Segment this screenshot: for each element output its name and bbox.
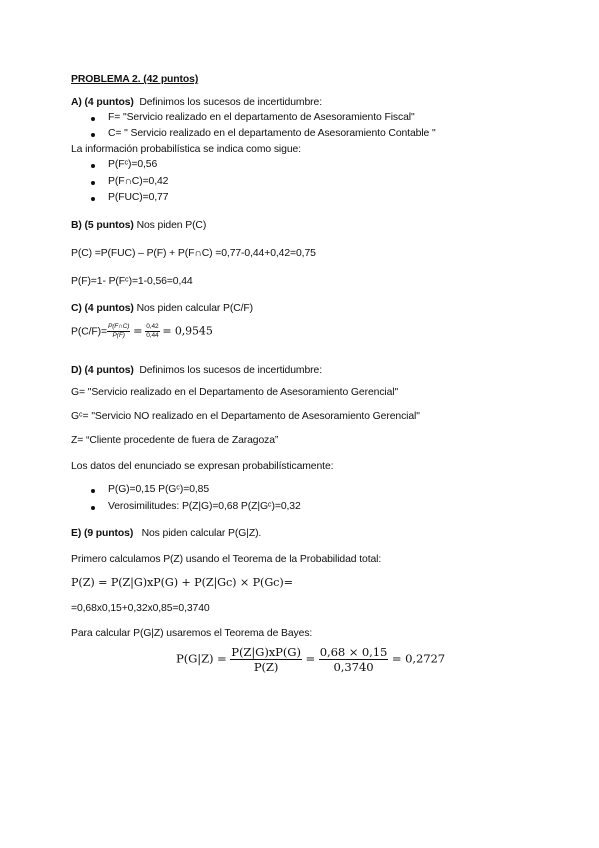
- section-a-label: A) (4 puntos): [71, 97, 134, 108]
- section-a-heading: [71, 96, 322, 109]
- bayes-fraction-numeric: [319, 645, 389, 674]
- likelihoods: Verosimilitudes: P(Z|G)=0,68 P(Z|Gᶜ)=0,32: [108, 501, 301, 512]
- fraction-num-numeric: 0,42: [146, 323, 159, 330]
- section-d-intro: Definimos los sucesos de incertidumbre:: [139, 365, 322, 376]
- total-prob-result: =0,68x0,15+0,32x0,85=0,3740: [71, 603, 210, 614]
- bayes-intro: Para calcular P(G|Z) usaremos el Teorema de Bayes:: [71, 628, 313, 639]
- bullet-icon: [91, 181, 95, 185]
- section-e-text: Nos piden calcular P(G|Z).: [141, 528, 262, 539]
- bullet-icon: [91, 489, 95, 493]
- fraction-den-symbolic: P(F): [112, 332, 125, 339]
- section-c-text: Nos piden calcular P(C/F): [136, 303, 254, 314]
- bayes-num-numeric: 0,68 × 0,15: [319, 645, 388, 659]
- event-c: C= " Servicio realizado en el departamento de Asesoramiento Contable ": [108, 128, 436, 139]
- prob-f-union-c: P(FUC)=0,77: [108, 192, 169, 203]
- bullet-icon: [91, 506, 95, 510]
- section-c-label: C) (4 puntos): [71, 303, 134, 314]
- section-c-heading: [71, 302, 253, 315]
- fraction-symbolic: [107, 323, 130, 340]
- event-gc: Gᶜ= "Servicio NO realizado en el Departamento de Asesoramiento Gerencial": [71, 411, 420, 422]
- section-d-heading: [71, 364, 322, 377]
- total-prob-intro: Primero calculamos P(Z) usando el Teorema de la Probabilidad total:: [71, 554, 382, 565]
- section-a-intro: Definimos los sucesos de incertidumbre:: [139, 97, 322, 108]
- bullet-icon: [91, 133, 95, 137]
- fraction-den-numeric: 0,44: [146, 332, 159, 339]
- bullet-icon: [91, 164, 95, 168]
- fraction-num-symbolic: P(F∩C): [107, 323, 130, 330]
- info-intro: La información probabilística se indica como sigue:: [71, 144, 301, 155]
- bayes-formula: P(G|Z) = $\frac{P(Z|G)xP(G)}{P(Z)}$ = $\frac{0,68 \times 0,15}{0,3740}$ = 0,2727: [176, 645, 446, 674]
- cond-prob-result: = 0,9545: [162, 324, 213, 338]
- event-f: F= "Servicio realizado en el departamento de Asesoramiento Fiscal": [108, 112, 415, 123]
- section-b-line1: P(C) =P(FUC) – P(F) + P(F∩C) =0,77-0,44+0,42=0,75: [71, 248, 316, 259]
- bayes-fraction-symbolic: [230, 645, 302, 674]
- event-g: G= "Servicio realizado en el Departamento de Asesoramiento Gerencial": [71, 387, 399, 398]
- prob-g: P(G)=0,15 P(Gᶜ)=0,85: [108, 484, 210, 495]
- bayes-lhs: P(G|Z) =: [176, 651, 227, 666]
- section-c-formula: P(C/F)= $\frac{P(F\cap C)}{P(F)}$ = $\frac{0,42}{0,44}$ = 0,9545: [71, 323, 213, 339]
- prob-f-int-c: P(F∩C)=0,42: [108, 176, 169, 187]
- bullet-icon: [91, 117, 95, 121]
- problem-title: PROBLEMA 2. (42 puntos): [71, 74, 199, 85]
- section-e-label: E) (9 puntos): [71, 528, 134, 539]
- prob-fc: P(Fᶜ)=0,56: [108, 159, 158, 170]
- bayes-num-symbolic: P(Z|G)xP(G): [231, 645, 301, 659]
- section-b-label: B) (5 puntos): [71, 220, 134, 231]
- section-b-heading: [71, 219, 206, 232]
- bayes-result: = 0,2727: [391, 651, 446, 666]
- bayes-den-numeric: 0,3740: [333, 660, 374, 674]
- bullet-icon: [91, 197, 95, 201]
- total-prob-formula: P(Z) = P(Z|G)xP(G) + P(Z|Gc) × P(Gc)=: [71, 576, 293, 589]
- section-d-label: D) (4 puntos): [71, 365, 134, 376]
- fraction-numeric: [145, 323, 159, 340]
- data-intro: Los datos del enunciado se expresan probabilísticamente:: [71, 461, 334, 472]
- cond-prob-lhs: P(C/F)=: [71, 326, 107, 338]
- bayes-den-symbolic: P(Z): [253, 660, 279, 674]
- section-b-line2: P(F)=1- P(Fᶜ)=1-0,56=0,44: [71, 276, 193, 287]
- section-b-text: Nos piden P(C): [136, 220, 207, 231]
- event-z: Z= “Cliente procedente de fuera de Zaragoza”: [71, 435, 279, 446]
- section-e-heading: [71, 527, 261, 540]
